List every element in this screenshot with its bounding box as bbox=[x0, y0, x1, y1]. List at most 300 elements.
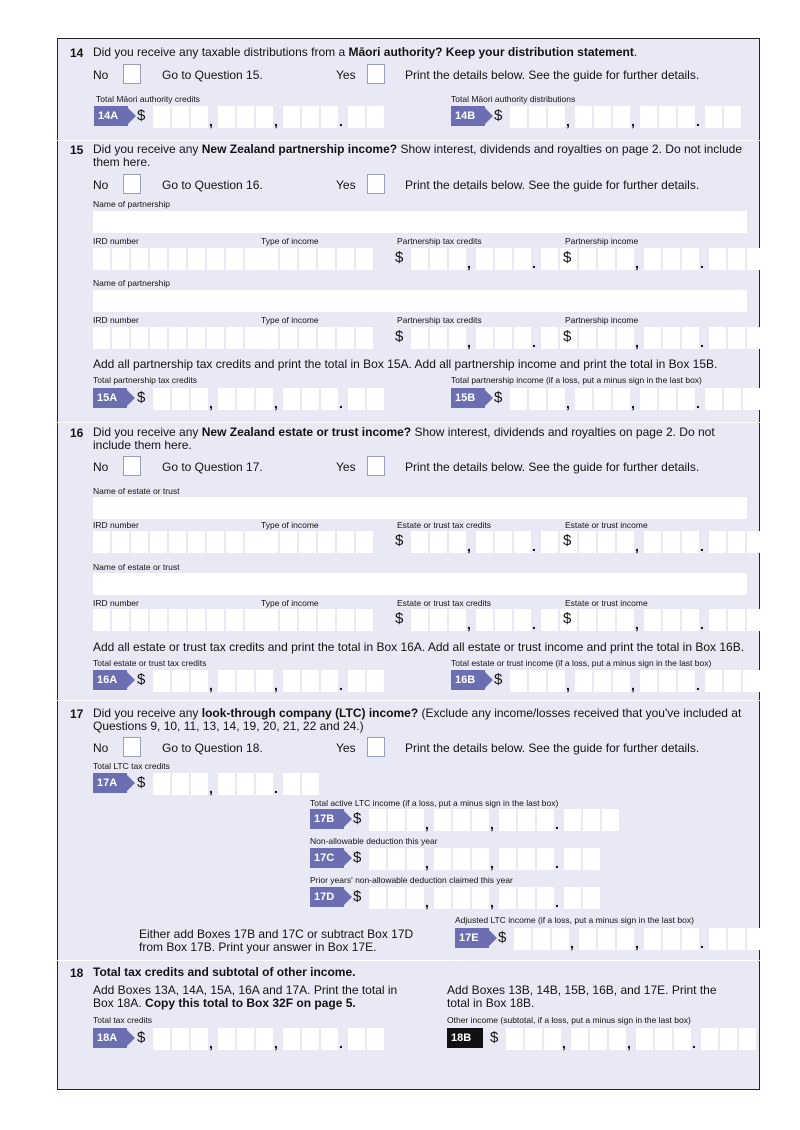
field-17e-group[interactable] bbox=[644, 928, 699, 950]
field-16b-group[interactable] bbox=[640, 670, 695, 692]
digit-cell[interactable] bbox=[602, 809, 619, 831]
digit-cell[interactable] bbox=[598, 327, 615, 349]
digit-cell[interactable] bbox=[207, 609, 224, 631]
digit-cell[interactable] bbox=[598, 928, 615, 950]
digit-cell[interactable] bbox=[318, 531, 335, 553]
digit-cell[interactable] bbox=[299, 327, 316, 349]
digit-cell[interactable] bbox=[348, 106, 365, 128]
digit-cell[interactable] bbox=[226, 248, 243, 270]
digit-cell[interactable] bbox=[594, 106, 611, 128]
digit-cell[interactable] bbox=[728, 531, 745, 553]
digit-cell[interactable] bbox=[256, 106, 273, 128]
field-16a-group[interactable] bbox=[218, 670, 273, 692]
field-15a-group[interactable] bbox=[283, 388, 338, 410]
digit-cell[interactable] bbox=[495, 531, 512, 553]
digit-cell[interactable] bbox=[724, 388, 741, 410]
digit-cell[interactable] bbox=[564, 809, 581, 831]
digit-cell[interactable] bbox=[709, 609, 726, 631]
digit-cell[interactable] bbox=[709, 928, 726, 950]
digit-cell[interactable] bbox=[453, 809, 470, 831]
digit-cell[interactable] bbox=[724, 106, 741, 128]
digit-cell[interactable] bbox=[583, 887, 600, 909]
digit-cell[interactable] bbox=[533, 928, 550, 950]
digit-cell[interactable] bbox=[388, 809, 405, 831]
digit-cell[interactable] bbox=[640, 106, 657, 128]
digit-cell[interactable] bbox=[191, 670, 208, 692]
digit-cell[interactable] bbox=[705, 106, 722, 128]
digit-cell[interactable] bbox=[575, 670, 592, 692]
field-16a-group[interactable] bbox=[348, 670, 384, 692]
income-cells-group[interactable] bbox=[709, 248, 783, 270]
digit-cell[interactable] bbox=[529, 388, 546, 410]
tax-credits-cells-group[interactable] bbox=[476, 327, 531, 349]
income-cells-group[interactable] bbox=[579, 531, 634, 553]
digit-cell[interactable] bbox=[449, 327, 466, 349]
digit-cell[interactable] bbox=[407, 809, 424, 831]
digit-cell[interactable] bbox=[598, 531, 615, 553]
digit-cell[interactable] bbox=[613, 106, 630, 128]
digit-cell[interactable] bbox=[644, 609, 661, 631]
digit-cell[interactable] bbox=[678, 388, 695, 410]
digit-cell[interactable] bbox=[280, 327, 297, 349]
digit-cell[interactable] bbox=[747, 248, 764, 270]
field-14b-group[interactable] bbox=[705, 106, 741, 128]
digit-cell[interactable] bbox=[188, 327, 205, 349]
digit-cell[interactable] bbox=[613, 388, 630, 410]
digit-cell[interactable] bbox=[571, 1028, 588, 1050]
digit-cell[interactable] bbox=[663, 928, 680, 950]
digit-cell[interactable] bbox=[579, 928, 596, 950]
digit-cell[interactable] bbox=[518, 887, 535, 909]
digit-cell[interactable] bbox=[663, 531, 680, 553]
digit-cell[interactable] bbox=[472, 809, 489, 831]
digit-cell[interactable] bbox=[150, 248, 167, 270]
type-of-income-cells[interactable] bbox=[261, 327, 373, 349]
digit-cell[interactable] bbox=[518, 809, 535, 831]
digit-cell[interactable] bbox=[617, 248, 634, 270]
tax-credits-cells-group[interactable] bbox=[411, 609, 466, 631]
digit-cell[interactable] bbox=[579, 609, 596, 631]
digit-cell[interactable] bbox=[112, 248, 129, 270]
digit-cell[interactable] bbox=[172, 773, 189, 795]
digit-cell[interactable] bbox=[280, 531, 297, 553]
income-cells-group[interactable] bbox=[644, 327, 699, 349]
digit-cell[interactable] bbox=[112, 531, 129, 553]
digit-cell[interactable] bbox=[356, 531, 373, 553]
tax-credits-cells-group[interactable] bbox=[411, 327, 466, 349]
q17-no-checkbox[interactable] bbox=[123, 737, 141, 757]
digit-cell[interactable] bbox=[499, 848, 516, 870]
digit-cell[interactable] bbox=[261, 609, 278, 631]
digit-cell[interactable] bbox=[245, 327, 262, 349]
digit-cell[interactable] bbox=[476, 248, 493, 270]
digit-cell[interactable] bbox=[709, 248, 726, 270]
tax-credits-cells-group[interactable] bbox=[411, 248, 466, 270]
digit-cell[interactable] bbox=[747, 327, 764, 349]
digit-cell[interactable] bbox=[728, 248, 745, 270]
digit-cell[interactable] bbox=[280, 609, 297, 631]
digit-cell[interactable] bbox=[682, 248, 699, 270]
field-17c-group[interactable] bbox=[369, 848, 424, 870]
digit-cell[interactable] bbox=[369, 809, 386, 831]
q17-yes-checkbox[interactable] bbox=[367, 737, 385, 757]
digit-cell[interactable] bbox=[747, 609, 764, 631]
digit-cell[interactable] bbox=[93, 248, 110, 270]
digit-cell[interactable] bbox=[169, 609, 186, 631]
digit-cell[interactable] bbox=[318, 327, 335, 349]
digit-cell[interactable] bbox=[369, 887, 386, 909]
digit-cell[interactable] bbox=[302, 773, 319, 795]
digit-cell[interactable] bbox=[369, 848, 386, 870]
digit-cell[interactable] bbox=[153, 1028, 170, 1050]
field-14b-group[interactable] bbox=[510, 106, 565, 128]
digit-cell[interactable] bbox=[510, 670, 527, 692]
digit-cell[interactable] bbox=[283, 106, 300, 128]
digit-cell[interactable] bbox=[169, 248, 186, 270]
digit-cell[interactable] bbox=[299, 248, 316, 270]
digit-cell[interactable] bbox=[449, 248, 466, 270]
digit-cell[interactable] bbox=[283, 1028, 300, 1050]
digit-cell[interactable] bbox=[609, 1028, 626, 1050]
digit-cell[interactable] bbox=[321, 670, 338, 692]
field-17c-group[interactable] bbox=[434, 848, 489, 870]
digit-cell[interactable] bbox=[321, 1028, 338, 1050]
field-17a-group[interactable] bbox=[153, 773, 208, 795]
field-18a-group[interactable] bbox=[348, 1028, 384, 1050]
ird-number-cells[interactable] bbox=[150, 609, 205, 631]
ird-number-cells[interactable] bbox=[207, 248, 262, 270]
digit-cell[interactable] bbox=[518, 848, 535, 870]
digit-cell[interactable] bbox=[705, 388, 722, 410]
income-cells-group[interactable] bbox=[579, 327, 634, 349]
digit-cell[interactable] bbox=[472, 848, 489, 870]
field-17b-group[interactable] bbox=[434, 809, 489, 831]
digit-cell[interactable] bbox=[226, 609, 243, 631]
digit-cell[interactable] bbox=[728, 928, 745, 950]
digit-cell[interactable] bbox=[407, 848, 424, 870]
digit-cell[interactable] bbox=[495, 248, 512, 270]
digit-cell[interactable] bbox=[525, 1028, 542, 1050]
digit-cell[interactable] bbox=[218, 106, 235, 128]
digit-cell[interactable] bbox=[720, 1028, 737, 1050]
partnership-name-input[interactable] bbox=[93, 211, 747, 233]
ird-number-cells[interactable] bbox=[150, 327, 205, 349]
field-17b-group[interactable] bbox=[499, 809, 554, 831]
digit-cell[interactable] bbox=[499, 887, 516, 909]
field-17a-group[interactable] bbox=[218, 773, 273, 795]
digit-cell[interactable] bbox=[367, 1028, 384, 1050]
field-18a-group[interactable] bbox=[218, 1028, 273, 1050]
digit-cell[interactable] bbox=[476, 531, 493, 553]
field-18b-group[interactable] bbox=[506, 1028, 561, 1050]
field-18b-group[interactable] bbox=[701, 1028, 756, 1050]
field-15b-group[interactable] bbox=[575, 388, 630, 410]
digit-cell[interactable] bbox=[299, 609, 316, 631]
field-16a-group[interactable] bbox=[153, 670, 208, 692]
digit-cell[interactable] bbox=[218, 1028, 235, 1050]
income-cells-group[interactable] bbox=[644, 248, 699, 270]
digit-cell[interactable] bbox=[678, 106, 695, 128]
digit-cell[interactable] bbox=[548, 388, 565, 410]
digit-cell[interactable] bbox=[150, 531, 167, 553]
tax-credits-cells-group[interactable] bbox=[411, 531, 466, 553]
field-16b-group[interactable] bbox=[705, 670, 760, 692]
q16-yes-checkbox[interactable] bbox=[367, 456, 385, 476]
field-18b-group[interactable] bbox=[571, 1028, 626, 1050]
digit-cell[interactable] bbox=[283, 773, 300, 795]
digit-cell[interactable] bbox=[261, 248, 278, 270]
digit-cell[interactable] bbox=[172, 106, 189, 128]
digit-cell[interactable] bbox=[617, 609, 634, 631]
field-15b-group[interactable] bbox=[510, 388, 565, 410]
field-15b-group[interactable] bbox=[705, 388, 760, 410]
digit-cell[interactable] bbox=[644, 248, 661, 270]
digit-cell[interactable] bbox=[510, 388, 527, 410]
trust-name-input[interactable] bbox=[93, 573, 747, 595]
digit-cell[interactable] bbox=[237, 106, 254, 128]
digit-cell[interactable] bbox=[514, 248, 531, 270]
digit-cell[interactable] bbox=[510, 106, 527, 128]
digit-cell[interactable] bbox=[321, 106, 338, 128]
digit-cell[interactable] bbox=[237, 1028, 254, 1050]
income-cells-group[interactable] bbox=[709, 327, 783, 349]
digit-cell[interactable] bbox=[659, 106, 676, 128]
digit-cell[interactable] bbox=[453, 887, 470, 909]
digit-cell[interactable] bbox=[499, 809, 516, 831]
income-cells-group[interactable] bbox=[579, 609, 634, 631]
q14-no-checkbox[interactable] bbox=[123, 64, 141, 84]
digit-cell[interactable] bbox=[636, 1028, 653, 1050]
digit-cell[interactable] bbox=[541, 531, 558, 553]
digit-cell[interactable] bbox=[709, 327, 726, 349]
digit-cell[interactable] bbox=[261, 327, 278, 349]
digit-cell[interactable] bbox=[659, 388, 676, 410]
digit-cell[interactable] bbox=[506, 1028, 523, 1050]
tax-credits-cells-group[interactable] bbox=[476, 248, 531, 270]
digit-cell[interactable] bbox=[537, 887, 554, 909]
digit-cell[interactable] bbox=[191, 106, 208, 128]
digit-cell[interactable] bbox=[564, 848, 581, 870]
q14-yes-checkbox[interactable] bbox=[367, 64, 385, 84]
digit-cell[interactable] bbox=[93, 531, 110, 553]
digit-cell[interactable] bbox=[411, 609, 428, 631]
digit-cell[interactable] bbox=[318, 609, 335, 631]
digit-cell[interactable] bbox=[430, 609, 447, 631]
field-17e-group[interactable] bbox=[514, 928, 569, 950]
digit-cell[interactable] bbox=[337, 609, 354, 631]
digit-cell[interactable] bbox=[207, 327, 224, 349]
digit-cell[interactable] bbox=[541, 327, 558, 349]
digit-cell[interactable] bbox=[218, 388, 235, 410]
field-16b-group[interactable] bbox=[575, 670, 630, 692]
digit-cell[interactable] bbox=[131, 609, 148, 631]
digit-cell[interactable] bbox=[356, 248, 373, 270]
digit-cell[interactable] bbox=[617, 531, 634, 553]
digit-cell[interactable] bbox=[256, 1028, 273, 1050]
digit-cell[interactable] bbox=[191, 388, 208, 410]
digit-cell[interactable] bbox=[514, 928, 531, 950]
digit-cell[interactable] bbox=[237, 388, 254, 410]
digit-cell[interactable] bbox=[640, 670, 657, 692]
q16-no-checkbox[interactable] bbox=[123, 456, 141, 476]
field-15a-group[interactable] bbox=[153, 388, 208, 410]
digit-cell[interactable] bbox=[430, 248, 447, 270]
digit-cell[interactable] bbox=[169, 531, 186, 553]
digit-cell[interactable] bbox=[348, 388, 365, 410]
digit-cell[interactable] bbox=[579, 531, 596, 553]
income-cells-group[interactable] bbox=[709, 531, 783, 553]
digit-cell[interactable] bbox=[153, 773, 170, 795]
digit-cell[interactable] bbox=[663, 327, 680, 349]
field-18a-group[interactable] bbox=[283, 1028, 338, 1050]
digit-cell[interactable] bbox=[256, 773, 273, 795]
partnership-name-input[interactable] bbox=[93, 290, 747, 312]
digit-cell[interactable] bbox=[583, 848, 600, 870]
digit-cell[interactable] bbox=[337, 327, 354, 349]
digit-cell[interactable] bbox=[728, 327, 745, 349]
ird-number-cells[interactable] bbox=[93, 327, 148, 349]
digit-cell[interactable] bbox=[682, 609, 699, 631]
field-14a-group[interactable] bbox=[283, 106, 338, 128]
digit-cell[interactable] bbox=[453, 848, 470, 870]
ird-number-cells[interactable] bbox=[93, 609, 148, 631]
field-17c-group[interactable] bbox=[564, 848, 600, 870]
digit-cell[interactable] bbox=[655, 1028, 672, 1050]
digit-cell[interactable] bbox=[237, 773, 254, 795]
digit-cell[interactable] bbox=[337, 248, 354, 270]
digit-cell[interactable] bbox=[514, 327, 531, 349]
digit-cell[interactable] bbox=[153, 670, 170, 692]
field-14b-group[interactable] bbox=[640, 106, 695, 128]
digit-cell[interactable] bbox=[682, 327, 699, 349]
digit-cell[interactable] bbox=[514, 609, 531, 631]
digit-cell[interactable] bbox=[302, 670, 319, 692]
digit-cell[interactable] bbox=[590, 1028, 607, 1050]
digit-cell[interactable] bbox=[188, 248, 205, 270]
digit-cell[interactable] bbox=[280, 248, 297, 270]
ird-number-cells[interactable] bbox=[207, 531, 262, 553]
field-14b-group[interactable] bbox=[575, 106, 630, 128]
digit-cell[interactable] bbox=[449, 531, 466, 553]
digit-cell[interactable] bbox=[356, 327, 373, 349]
field-17e-group[interactable] bbox=[709, 928, 764, 950]
digit-cell[interactable] bbox=[112, 609, 129, 631]
digit-cell[interactable] bbox=[131, 327, 148, 349]
field-15a-group[interactable] bbox=[218, 388, 273, 410]
digit-cell[interactable] bbox=[709, 531, 726, 553]
field-18b-group[interactable] bbox=[636, 1028, 691, 1050]
digit-cell[interactable] bbox=[766, 248, 783, 270]
income-cells-group[interactable] bbox=[709, 609, 783, 631]
q15-yes-checkbox[interactable] bbox=[367, 174, 385, 194]
field-14a-group[interactable] bbox=[218, 106, 273, 128]
digit-cell[interactable] bbox=[724, 670, 741, 692]
field-16a-group[interactable] bbox=[283, 670, 338, 692]
digit-cell[interactable] bbox=[411, 327, 428, 349]
digit-cell[interactable] bbox=[153, 106, 170, 128]
field-17d-group[interactable] bbox=[499, 887, 554, 909]
digit-cell[interactable] bbox=[529, 106, 546, 128]
digit-cell[interactable] bbox=[579, 248, 596, 270]
digit-cell[interactable] bbox=[544, 1028, 561, 1050]
digit-cell[interactable] bbox=[172, 1028, 189, 1050]
digit-cell[interactable] bbox=[476, 609, 493, 631]
digit-cell[interactable] bbox=[256, 388, 273, 410]
income-cells-group[interactable] bbox=[644, 531, 699, 553]
field-17d-group[interactable] bbox=[369, 887, 424, 909]
digit-cell[interactable] bbox=[302, 106, 319, 128]
digit-cell[interactable] bbox=[93, 609, 110, 631]
tax-credits-cells-group[interactable] bbox=[476, 609, 531, 631]
digit-cell[interactable] bbox=[728, 609, 745, 631]
digit-cell[interactable] bbox=[449, 609, 466, 631]
digit-cell[interactable] bbox=[191, 773, 208, 795]
digit-cell[interactable] bbox=[430, 327, 447, 349]
digit-cell[interactable] bbox=[548, 106, 565, 128]
digit-cell[interactable] bbox=[237, 670, 254, 692]
tax-credits-cells-group[interactable] bbox=[476, 531, 531, 553]
digit-cell[interactable] bbox=[583, 809, 600, 831]
digit-cell[interactable] bbox=[663, 609, 680, 631]
digit-cell[interactable] bbox=[302, 388, 319, 410]
digit-cell[interactable] bbox=[411, 531, 428, 553]
digit-cell[interactable] bbox=[302, 1028, 319, 1050]
digit-cell[interactable] bbox=[283, 670, 300, 692]
digit-cell[interactable] bbox=[169, 327, 186, 349]
type-of-income-cells[interactable] bbox=[261, 531, 373, 553]
digit-cell[interactable] bbox=[367, 670, 384, 692]
digit-cell[interactable] bbox=[348, 1028, 365, 1050]
digit-cell[interactable] bbox=[575, 106, 592, 128]
digit-cell[interactable] bbox=[617, 928, 634, 950]
field-17b-group[interactable] bbox=[564, 809, 619, 831]
digit-cell[interactable] bbox=[537, 848, 554, 870]
digit-cell[interactable] bbox=[153, 388, 170, 410]
field-18a-group[interactable] bbox=[153, 1028, 208, 1050]
digit-cell[interactable] bbox=[766, 609, 783, 631]
digit-cell[interactable] bbox=[256, 670, 273, 692]
digit-cell[interactable] bbox=[644, 327, 661, 349]
digit-cell[interactable] bbox=[348, 670, 365, 692]
digit-cell[interactable] bbox=[207, 531, 224, 553]
ird-number-cells[interactable] bbox=[93, 531, 148, 553]
field-16b-group[interactable] bbox=[510, 670, 565, 692]
ird-number-cells[interactable] bbox=[207, 327, 262, 349]
digit-cell[interactable] bbox=[356, 609, 373, 631]
digit-cell[interactable] bbox=[226, 327, 243, 349]
income-cells-group[interactable] bbox=[644, 609, 699, 631]
digit-cell[interactable] bbox=[207, 248, 224, 270]
digit-cell[interactable] bbox=[367, 388, 384, 410]
trust-name-input[interactable] bbox=[93, 497, 747, 519]
digit-cell[interactable] bbox=[529, 670, 546, 692]
digit-cell[interactable] bbox=[514, 531, 531, 553]
field-14a-group[interactable] bbox=[348, 106, 384, 128]
digit-cell[interactable] bbox=[495, 609, 512, 631]
digit-cell[interactable] bbox=[367, 106, 384, 128]
ird-number-cells[interactable] bbox=[150, 531, 205, 553]
digit-cell[interactable] bbox=[659, 670, 676, 692]
digit-cell[interactable] bbox=[743, 670, 760, 692]
digit-cell[interactable] bbox=[407, 887, 424, 909]
digit-cell[interactable] bbox=[218, 670, 235, 692]
digit-cell[interactable] bbox=[743, 388, 760, 410]
digit-cell[interactable] bbox=[337, 531, 354, 553]
digit-cell[interactable] bbox=[93, 327, 110, 349]
digit-cell[interactable] bbox=[644, 531, 661, 553]
digit-cell[interactable] bbox=[766, 327, 783, 349]
digit-cell[interactable] bbox=[191, 1028, 208, 1050]
